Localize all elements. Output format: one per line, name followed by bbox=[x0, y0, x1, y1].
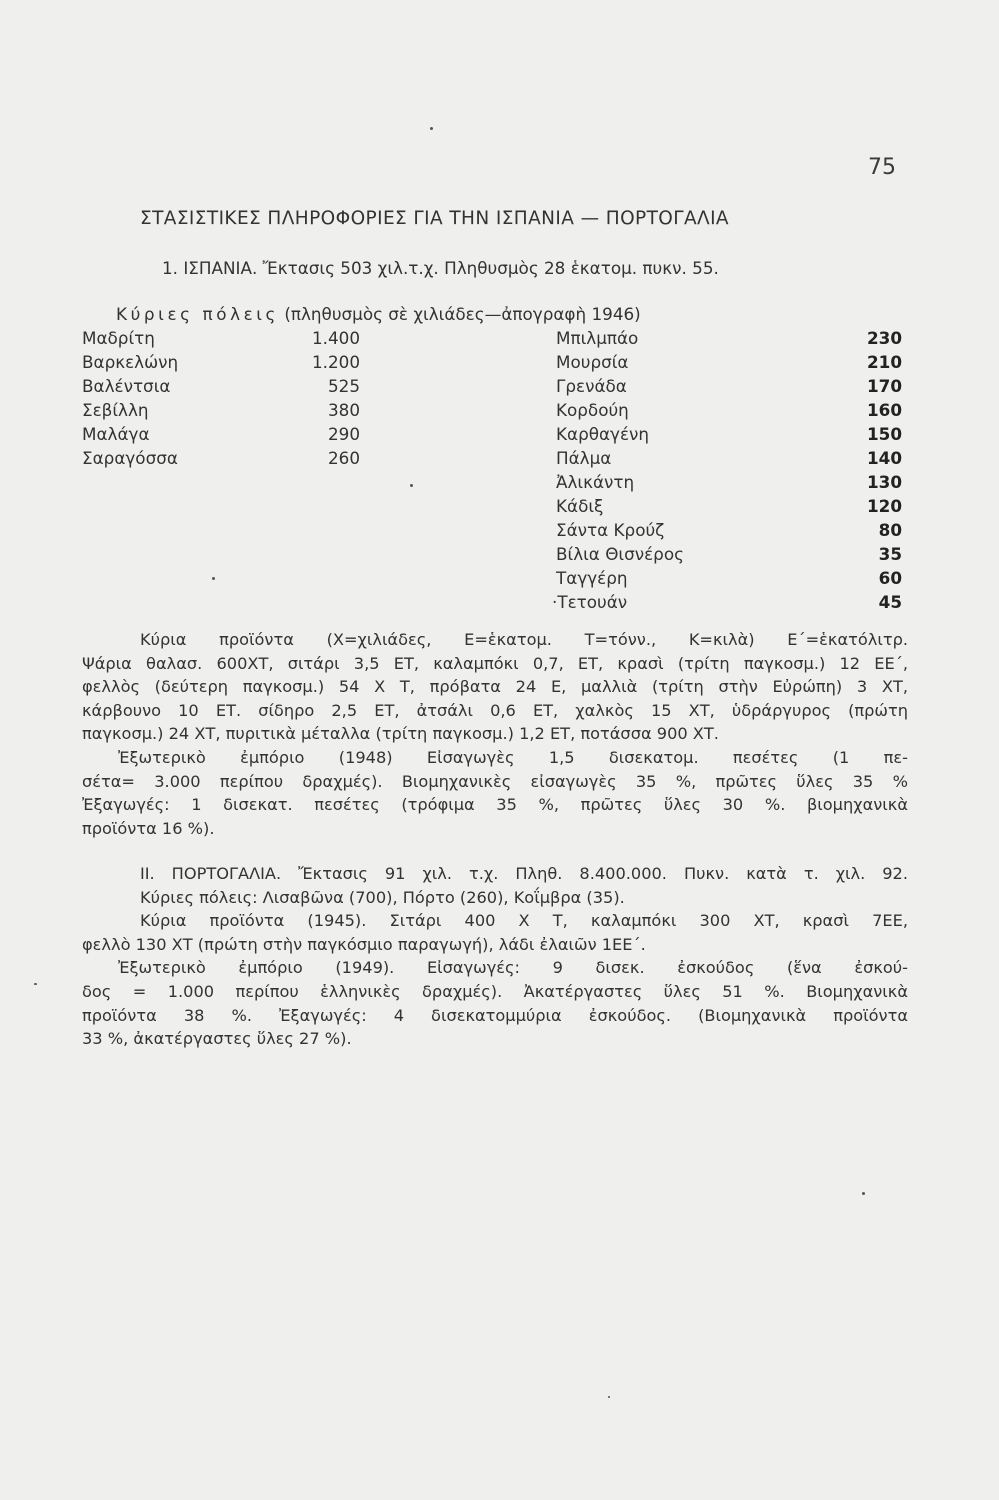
city-name: Βαρκελώνη bbox=[82, 352, 179, 372]
city-name: Σαραγόσσα bbox=[82, 448, 178, 468]
city-name: Βίλια Θισνέρος bbox=[556, 544, 684, 564]
city-population: 150 bbox=[866, 424, 902, 444]
text-line: Κύρια προϊόντα (1945). Σιτάρι 400 Χ Τ, καλαμπόκι 300 ΧΤ, κρασὶ 7ΕΕ, bbox=[140, 911, 908, 931]
cities-caption bbox=[116, 304, 641, 324]
city-name: Ταγγέρη bbox=[556, 568, 628, 588]
text-line: ΙΙ. ΠΟΡΤΟΓΑΛΙΑ. Ἔκτασις 91 χιλ. τ.χ. Πληθ. 8.400.000. Πυκν. κατὰ τ. χιλ. 92. bbox=[140, 864, 908, 883]
city-population: 1.200 bbox=[311, 352, 360, 372]
cities-caption-spaced: Κύριες πόλεις bbox=[116, 304, 279, 324]
portugal-paragraph bbox=[82, 862, 908, 1051]
page-title: ΣΤΑΣΙΣΤΙΚΕΣ ΠΛΗΡΟΦΟΡΙΕΣ ΓΙΑ ΤΗΝ ΙΣΠΑΝΙΑ — ΠΟΡΤΟΓΑΛΙΑ bbox=[140, 208, 729, 229]
city-population: 60 bbox=[878, 568, 902, 588]
city-name: Σεβίλλη bbox=[82, 400, 149, 420]
text-line: προϊόντα 16 %). bbox=[82, 818, 215, 838]
city-population: 525 bbox=[327, 376, 360, 396]
cities-caption-rest: (πληθυσμὸς σὲ χιλιάδες—ἀπογραφὴ 1946) bbox=[284, 304, 641, 324]
city-name: ·Τετουάν bbox=[552, 592, 628, 612]
spain-products-paragraph bbox=[82, 628, 908, 840]
text-line: σέτα= 3.000 περίπου δραχμές). Βιομηχανικὲς εἰσαγωγὲς 35 %, πρῶτες ὕλες 35 % bbox=[82, 771, 908, 791]
text-line: προϊόντα 38 %. Ἐξαγωγές: 4 δισεκατομμύρια ἐσκούδος. (Βιομηχανικὰ προϊόντα bbox=[82, 1005, 908, 1025]
city-population: 120 bbox=[866, 496, 902, 516]
city-population: 140 bbox=[866, 448, 902, 468]
city-name: Βαλέντσια bbox=[82, 376, 171, 396]
city-population: 230 bbox=[866, 328, 902, 348]
city-name: Γρενάδα bbox=[556, 376, 627, 396]
city-population: 160 bbox=[866, 400, 902, 420]
city-name: Μπιλμπάο bbox=[556, 328, 639, 348]
scan-speck bbox=[862, 1192, 865, 1195]
city-name: Σάντα Κρούζ bbox=[556, 520, 665, 540]
scan-speck bbox=[608, 1396, 610, 1398]
city-name: Κορδούη bbox=[556, 400, 629, 420]
text-line: Ψάρια θαλασ. 600ΧΤ, σιτάρι 3,5 ΕΤ, καλαμπόκι 0,7, ΕΤ, κρασὶ (τρίτη παγκοσμ.) 12 ΕΕ΄, bbox=[82, 653, 908, 673]
city-name: Μαδρίτη bbox=[82, 328, 155, 348]
city-population: 130 bbox=[866, 472, 902, 492]
scan-speck bbox=[430, 127, 433, 130]
city-population: 170 bbox=[866, 376, 902, 396]
city-name: Πάλμα bbox=[556, 448, 612, 468]
text-line: φελλὸ 130 ΧΤ (πρώτη στὴν παγκόσμιο παραγωγή), λάδι ἐλαιῶν 1ΕΕ΄. bbox=[82, 934, 646, 954]
text-line: κάρβουνο 10 ΕΤ. σίδηρο 2,5 ΕΤ, ἀτσάλι 0,6 ΕΤ, χαλκὸς 15 ΧΤ, ὑδράργυρος (πρώτη bbox=[82, 700, 908, 720]
text-line: Ἐξαγωγές: 1 δισεκατ. πεσέτες (τρόφιμα 35 %, πρῶτες ὕλες 30 %. βιομηχανικὰ bbox=[82, 795, 908, 815]
city-population: 80 bbox=[878, 520, 902, 540]
city-population: 35 bbox=[878, 544, 902, 564]
text-line: Κύριες πόλεις: Λισαβῶνα (700), Πόρτο (260), Κοΐμβρα (35). bbox=[140, 887, 625, 907]
city-name: Μαλάγα bbox=[82, 424, 150, 444]
city-name: Κάδιξ bbox=[556, 496, 604, 516]
text-line: Ἐξωτερικὸ ἐμπόριο (1948) Εἰσαγωγὲς 1,5 δισεκατομ. πεσέτες (1 πε- bbox=[118, 747, 908, 767]
city-name: Καρθαγένη bbox=[556, 424, 650, 444]
city-name: Μουρσία bbox=[556, 352, 629, 372]
text-line: 33 %, ἀκατέργαστες ὕλες 27 %). bbox=[82, 1029, 352, 1049]
text-line: φελλὸς (δεύτερη παγκοσμ.) 54 Χ Τ, πρόβατα 24 Ε, μαλλιὰ (τρίτη στὴν Εὐρώπη) 3 ΧΤ, bbox=[82, 677, 908, 697]
text-line: Κύρια προϊόντα (Χ=χιλιάδες, Ε=ἑκατομ. Τ=τόνν., Κ=κιλὰ) Ε΄=ἑκατόλιτρ. bbox=[140, 630, 908, 649]
page-number: 75 bbox=[868, 155, 896, 180]
scan-speck bbox=[212, 577, 215, 580]
city-population: 290 bbox=[327, 424, 360, 444]
city-population: 210 bbox=[866, 352, 902, 372]
city-name: Ἀλικάντη bbox=[556, 472, 635, 492]
scan-speck bbox=[34, 983, 37, 985]
text-line: παγκοσμ.) 24 ΧΤ, πυριτικὰ μέταλλα (τρίτη παγκοσμ.) 1,2 ΕΤ, ποτάσσα 900 ΧΤ. bbox=[82, 724, 719, 744]
scan-speck bbox=[410, 484, 413, 487]
city-population: 260 bbox=[327, 448, 360, 468]
city-population: 380 bbox=[327, 400, 360, 420]
text-line: δος = 1.000 περίπου ἑλληνικὲς δραχμές). Ἀκατέργαστες ὕλες 51 %. Βιομηχανικὰ bbox=[82, 981, 908, 1001]
spain-heading: 1. ΙΣΠΑΝΙΑ. Ἔκτασις 503 χιλ.τ.χ. Πληθυσμὸς 28 ἑκατομ. πυκν. 55. bbox=[162, 258, 719, 278]
text-line: Ἐξωτερικὸ ἐμπόριο (1949). Εἰσαγωγές: 9 δισεκ. ἐσκούδος (ἕνα ἐσκού- bbox=[118, 958, 908, 978]
city-population: 1.400 bbox=[311, 328, 360, 348]
city-population: 45 bbox=[878, 592, 902, 612]
